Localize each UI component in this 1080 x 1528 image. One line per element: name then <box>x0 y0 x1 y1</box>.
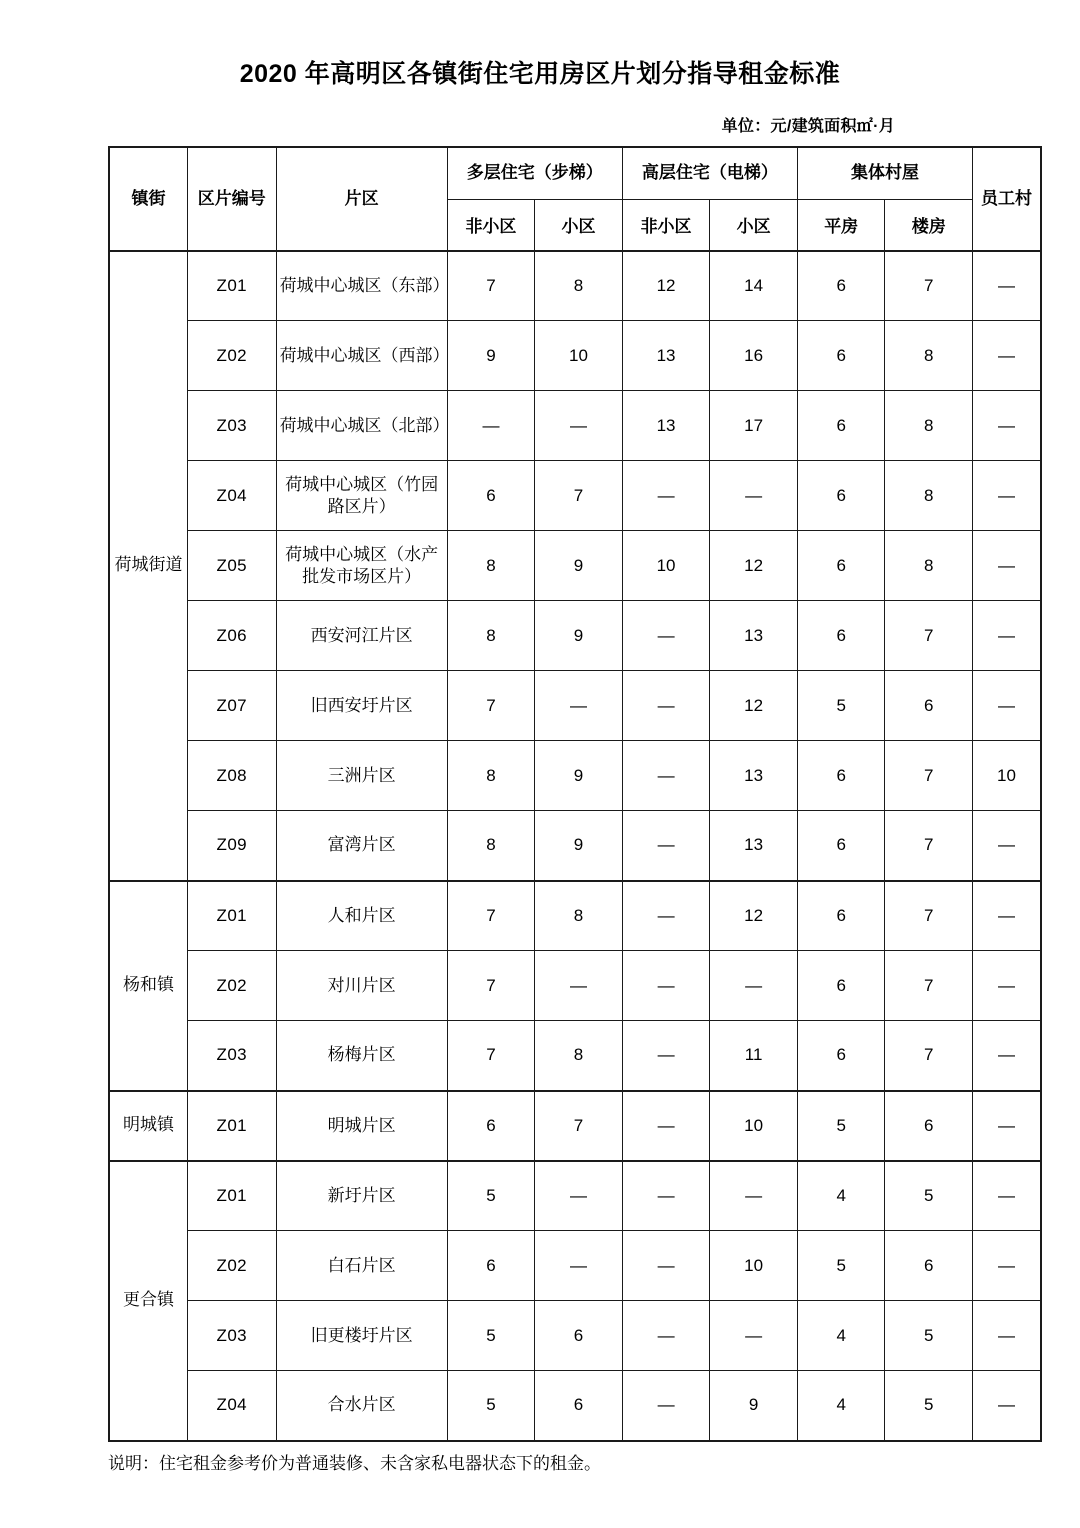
cell-highrise-community: — <box>710 461 798 531</box>
cell-area-code: Z01 <box>188 1161 277 1231</box>
cell-area-code: Z03 <box>188 1301 277 1371</box>
cell-highrise-non-community: — <box>622 1371 710 1441</box>
table-row <box>109 1021 1041 1091</box>
cell-area-code: Z09 <box>188 811 277 881</box>
cell-area-code: Z01 <box>188 1091 277 1161</box>
cell-midrise-community: 7 <box>535 461 623 531</box>
cell-area-name: 荷城中心城区（竹园路区片） <box>276 461 447 531</box>
cell-midrise-non-community: 5 <box>447 1301 535 1371</box>
cell-village-building: 7 <box>885 881 973 951</box>
cell-midrise-non-community: 7 <box>447 1021 535 1091</box>
cell-midrise-non-community: 8 <box>447 741 535 811</box>
cell-highrise-community: 10 <box>710 1231 798 1301</box>
table-row <box>109 391 1041 461</box>
cell-village-flat: 5 <box>797 1231 885 1301</box>
cell-highrise-non-community: 10 <box>622 531 710 601</box>
cell-village-flat: 6 <box>797 461 885 531</box>
cell-midrise-community: — <box>535 1161 623 1231</box>
cell-village-flat: 5 <box>797 671 885 741</box>
cell-area-name: 旧西安圩片区 <box>276 671 447 741</box>
cell-village-flat: 4 <box>797 1301 885 1371</box>
cell-midrise-non-community: 5 <box>447 1161 535 1231</box>
cell-village-flat: 6 <box>797 741 885 811</box>
cell-highrise-non-community: — <box>622 741 710 811</box>
table-row <box>109 251 1041 321</box>
cell-town: 杨和镇 <box>109 881 188 1091</box>
cell-highrise-community: 16 <box>710 321 798 391</box>
cell-village-building: 7 <box>885 251 973 321</box>
cell-area-name: 明城片区 <box>276 1091 447 1161</box>
cell-area-code: Z06 <box>188 601 277 671</box>
cell-midrise-non-community: — <box>447 391 535 461</box>
table-row <box>109 1091 1041 1161</box>
cell-midrise-community: 9 <box>535 531 623 601</box>
cell-midrise-non-community: 7 <box>447 251 535 321</box>
cell-employee-village: — <box>973 251 1041 321</box>
cell-midrise-non-community: 8 <box>447 811 535 881</box>
cell-midrise-non-community: 8 <box>447 601 535 671</box>
cell-employee-village: — <box>973 671 1041 741</box>
table-row <box>109 811 1041 881</box>
cell-employee-village: — <box>973 881 1041 951</box>
cell-midrise-non-community: 8 <box>447 531 535 601</box>
cell-employee-village: — <box>973 391 1041 461</box>
cell-midrise-community: — <box>535 951 623 1021</box>
table-row <box>109 1371 1041 1441</box>
cell-highrise-community: 13 <box>710 811 798 881</box>
column-header-midrise-group: 多层住宅（步梯） <box>447 147 622 200</box>
cell-midrise-community: 9 <box>535 601 623 671</box>
cell-area-code: Z05 <box>188 531 277 601</box>
cell-area-name: 富湾片区 <box>276 811 447 881</box>
cell-village-flat: 4 <box>797 1371 885 1441</box>
cell-midrise-community: 8 <box>535 881 623 951</box>
cell-area-name: 新圩片区 <box>276 1161 447 1231</box>
cell-highrise-non-community: — <box>622 1091 710 1161</box>
cell-employee-village: — <box>973 601 1041 671</box>
cell-highrise-non-community: 12 <box>622 251 710 321</box>
cell-village-flat: 6 <box>797 601 885 671</box>
cell-highrise-community: 14 <box>710 251 798 321</box>
cell-highrise-non-community: — <box>622 881 710 951</box>
table-body <box>109 251 1041 1441</box>
column-header-area: 片区 <box>276 147 447 251</box>
cell-area-code: Z01 <box>188 881 277 951</box>
cell-village-flat: 6 <box>797 531 885 601</box>
page-title: 2020 年高明区各镇街住宅用房区片划分指导租金标准 <box>239 60 841 88</box>
rent-standard-table <box>108 146 1042 1442</box>
cell-town: 荷城街道 <box>109 251 188 881</box>
cell-village-building: 6 <box>885 1231 973 1301</box>
cell-village-building: 7 <box>885 811 973 881</box>
cell-area-code: Z04 <box>188 461 277 531</box>
cell-highrise-non-community: 13 <box>622 391 710 461</box>
cell-highrise-community: — <box>710 1161 798 1231</box>
table-row <box>109 531 1041 601</box>
cell-area-code: Z04 <box>188 1371 277 1441</box>
cell-village-building: 8 <box>885 461 973 531</box>
cell-village-building: 5 <box>885 1301 973 1371</box>
cell-midrise-community: 9 <box>535 811 623 881</box>
cell-midrise-non-community: 5 <box>447 1371 535 1441</box>
cell-highrise-community: — <box>710 951 798 1021</box>
cell-village-flat: 6 <box>797 951 885 1021</box>
table-row <box>109 601 1041 671</box>
column-header-town: 镇街 <box>109 147 188 251</box>
cell-midrise-non-community: 6 <box>447 1091 535 1161</box>
cell-highrise-non-community: — <box>622 671 710 741</box>
cell-area-name: 荷城中心城区（水产批发市场区片） <box>276 531 447 601</box>
cell-area-name: 荷城中心城区（东部） <box>276 251 447 321</box>
cell-area-code: Z02 <box>188 951 277 1021</box>
cell-highrise-community: 12 <box>710 531 798 601</box>
column-header-employee-village: 员工村 <box>973 147 1041 251</box>
cell-area-code: Z02 <box>188 1231 277 1301</box>
cell-area-name: 荷城中心城区（北部） <box>276 391 447 461</box>
cell-town: 更合镇 <box>109 1161 188 1441</box>
footnote: 说明：住宅租金参考价为普通装修、未含家私电器状态下的租金。 <box>108 1453 601 1473</box>
cell-village-flat: 6 <box>797 811 885 881</box>
cell-highrise-community: 11 <box>710 1021 798 1091</box>
cell-highrise-community: 12 <box>710 881 798 951</box>
cell-area-name: 旧更楼圩片区 <box>276 1301 447 1371</box>
cell-area-code: Z07 <box>188 671 277 741</box>
cell-village-building: 6 <box>885 671 973 741</box>
cell-village-flat: 5 <box>797 1091 885 1161</box>
table-row <box>109 881 1041 951</box>
cell-midrise-community: — <box>535 1231 623 1301</box>
cell-employee-village: — <box>973 951 1041 1021</box>
rent-table-container <box>0 146 1080 1442</box>
cell-area-code: Z01 <box>188 251 277 321</box>
cell-area-name: 杨梅片区 <box>276 1021 447 1091</box>
column-header-code: 区片编号 <box>188 147 277 251</box>
cell-midrise-non-community: 7 <box>447 671 535 741</box>
cell-midrise-community: 9 <box>535 741 623 811</box>
cell-employee-village: — <box>973 321 1041 391</box>
cell-town: 明城镇 <box>109 1091 188 1161</box>
cell-village-flat: 6 <box>797 391 885 461</box>
cell-area-name: 三洲片区 <box>276 741 447 811</box>
cell-midrise-community: — <box>535 671 623 741</box>
cell-village-building: 8 <box>885 321 973 391</box>
cell-highrise-non-community: — <box>622 1231 710 1301</box>
cell-highrise-non-community: — <box>622 601 710 671</box>
table-row <box>109 1161 1041 1231</box>
cell-employee-village: — <box>973 1021 1041 1091</box>
cell-village-building: 7 <box>885 601 973 671</box>
cell-employee-village: — <box>973 531 1041 601</box>
column-header-midrise-non-community: 非小区 <box>447 200 535 251</box>
cell-area-name: 白石片区 <box>276 1231 447 1301</box>
cell-highrise-community: 13 <box>710 601 798 671</box>
cell-highrise-non-community: — <box>622 951 710 1021</box>
column-header-village-group: 集体村屋 <box>797 147 972 200</box>
cell-village-building: 7 <box>885 951 973 1021</box>
cell-village-building: 8 <box>885 531 973 601</box>
cell-employee-village: — <box>973 811 1041 881</box>
cell-highrise-community: — <box>710 1301 798 1371</box>
cell-area-code: Z03 <box>188 391 277 461</box>
cell-employee-village: — <box>973 461 1041 531</box>
column-header-midrise-community: 小区 <box>535 200 623 251</box>
cell-highrise-non-community: 13 <box>622 321 710 391</box>
cell-highrise-non-community: — <box>622 1161 710 1231</box>
table-row <box>109 741 1041 811</box>
cell-area-code: Z02 <box>188 321 277 391</box>
cell-village-building: 8 <box>885 391 973 461</box>
table-row <box>109 951 1041 1021</box>
table-row <box>109 671 1041 741</box>
cell-employee-village: — <box>973 1231 1041 1301</box>
cell-employee-village: — <box>973 1161 1041 1231</box>
cell-area-name: 西安河江片区 <box>276 601 447 671</box>
cell-area-code: Z03 <box>188 1021 277 1091</box>
table-row <box>109 1231 1041 1301</box>
column-header-highrise-non-community: 非小区 <box>622 200 710 251</box>
cell-highrise-community: 9 <box>710 1371 798 1441</box>
cell-area-name: 合水片区 <box>276 1371 447 1441</box>
cell-village-flat: 4 <box>797 1161 885 1231</box>
cell-village-building: 6 <box>885 1091 973 1161</box>
column-header-village-building: 楼房 <box>885 200 973 251</box>
cell-midrise-community: 6 <box>535 1371 623 1441</box>
cell-midrise-non-community: 6 <box>447 461 535 531</box>
column-header-highrise-community: 小区 <box>710 200 798 251</box>
cell-village-flat: 6 <box>797 321 885 391</box>
cell-highrise-community: 10 <box>710 1091 798 1161</box>
cell-highrise-non-community: — <box>622 1301 710 1371</box>
cell-highrise-non-community: — <box>622 461 710 531</box>
table-row <box>109 461 1041 531</box>
cell-village-building: 7 <box>885 741 973 811</box>
header-row-primary <box>109 147 1041 200</box>
cell-area-name: 人和片区 <box>276 881 447 951</box>
cell-highrise-non-community: — <box>622 811 710 881</box>
cell-village-building: 5 <box>885 1161 973 1231</box>
cell-village-flat: 6 <box>797 251 885 321</box>
unit-note: 单位：元/建筑面积㎡·月 <box>721 117 895 135</box>
cell-midrise-non-community: 9 <box>447 321 535 391</box>
cell-highrise-community: 12 <box>710 671 798 741</box>
table-header <box>109 147 1041 251</box>
cell-employee-village: — <box>973 1301 1041 1371</box>
cell-highrise-non-community: — <box>622 1021 710 1091</box>
cell-employee-village: 10 <box>973 741 1041 811</box>
cell-midrise-non-community: 6 <box>447 1231 535 1301</box>
cell-highrise-community: 13 <box>710 741 798 811</box>
table-row <box>109 1301 1041 1371</box>
cell-village-building: 5 <box>885 1371 973 1441</box>
cell-midrise-community: 8 <box>535 251 623 321</box>
cell-employee-village: — <box>973 1091 1041 1161</box>
cell-midrise-non-community: 7 <box>447 951 535 1021</box>
cell-village-flat: 6 <box>797 1021 885 1091</box>
cell-area-name: 荷城中心城区（西部） <box>276 321 447 391</box>
cell-village-building: 7 <box>885 1021 973 1091</box>
cell-area-code: Z08 <box>188 741 277 811</box>
table-row <box>109 321 1041 391</box>
cell-employee-village: — <box>973 1371 1041 1441</box>
cell-village-flat: 6 <box>797 881 885 951</box>
cell-highrise-community: 17 <box>710 391 798 461</box>
cell-midrise-community: 10 <box>535 321 623 391</box>
cell-midrise-community: 8 <box>535 1021 623 1091</box>
column-header-highrise-group: 高层住宅（电梯） <box>622 147 797 200</box>
cell-area-name: 对川片区 <box>276 951 447 1021</box>
column-header-village-flat: 平房 <box>797 200 885 251</box>
cell-midrise-community: 6 <box>535 1301 623 1371</box>
cell-midrise-community: 7 <box>535 1091 623 1161</box>
cell-midrise-non-community: 7 <box>447 881 535 951</box>
cell-midrise-community: — <box>535 391 623 461</box>
